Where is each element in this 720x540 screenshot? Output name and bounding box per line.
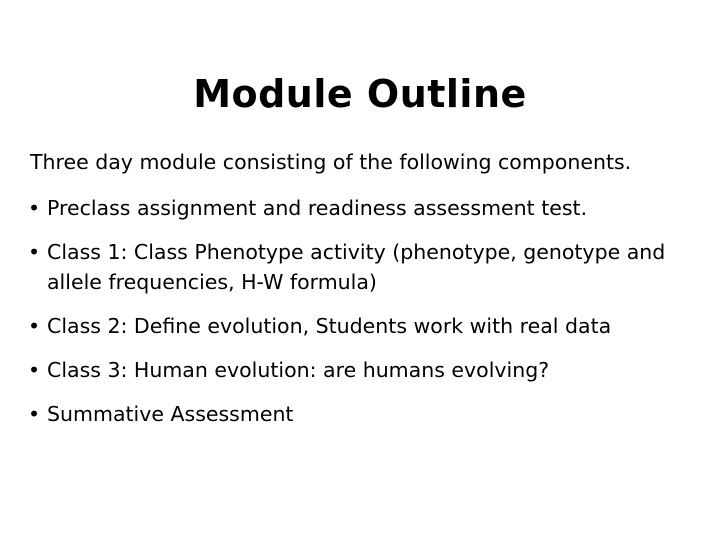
bullet-list: [28, 193, 713, 443]
bullet-item-class-1: [28, 237, 713, 297]
slide-title: Module Outline: [193, 72, 527, 116]
bullet-icon: •: [28, 402, 41, 426]
bullet-text: Summative Assessment: [47, 402, 294, 426]
bullet-text: Class 3: Human evolution: are humans evolving?: [47, 358, 550, 382]
bullet-icon: •: [28, 314, 41, 338]
bullet-item-class-2: [28, 311, 713, 341]
bullet-item-class-3: [28, 355, 713, 385]
bullet-icon: •: [28, 240, 41, 264]
intro-text: Three day module consisting of the following components.: [30, 150, 632, 174]
bullet-item-summative: [28, 399, 713, 429]
bullet-icon: •: [28, 196, 41, 220]
bullet-text: Class 2: Define evolution, Students work with real data: [47, 314, 612, 338]
bullet-text: Preclass assignment and readiness assessment test.: [47, 196, 588, 220]
bullet-item-preclass: [28, 193, 713, 223]
bullet-icon: •: [28, 358, 41, 382]
bullet-text: Class 1: Class Phenotype activity (phenotype, genotype and allele frequencies, H-W formula): [47, 240, 666, 294]
